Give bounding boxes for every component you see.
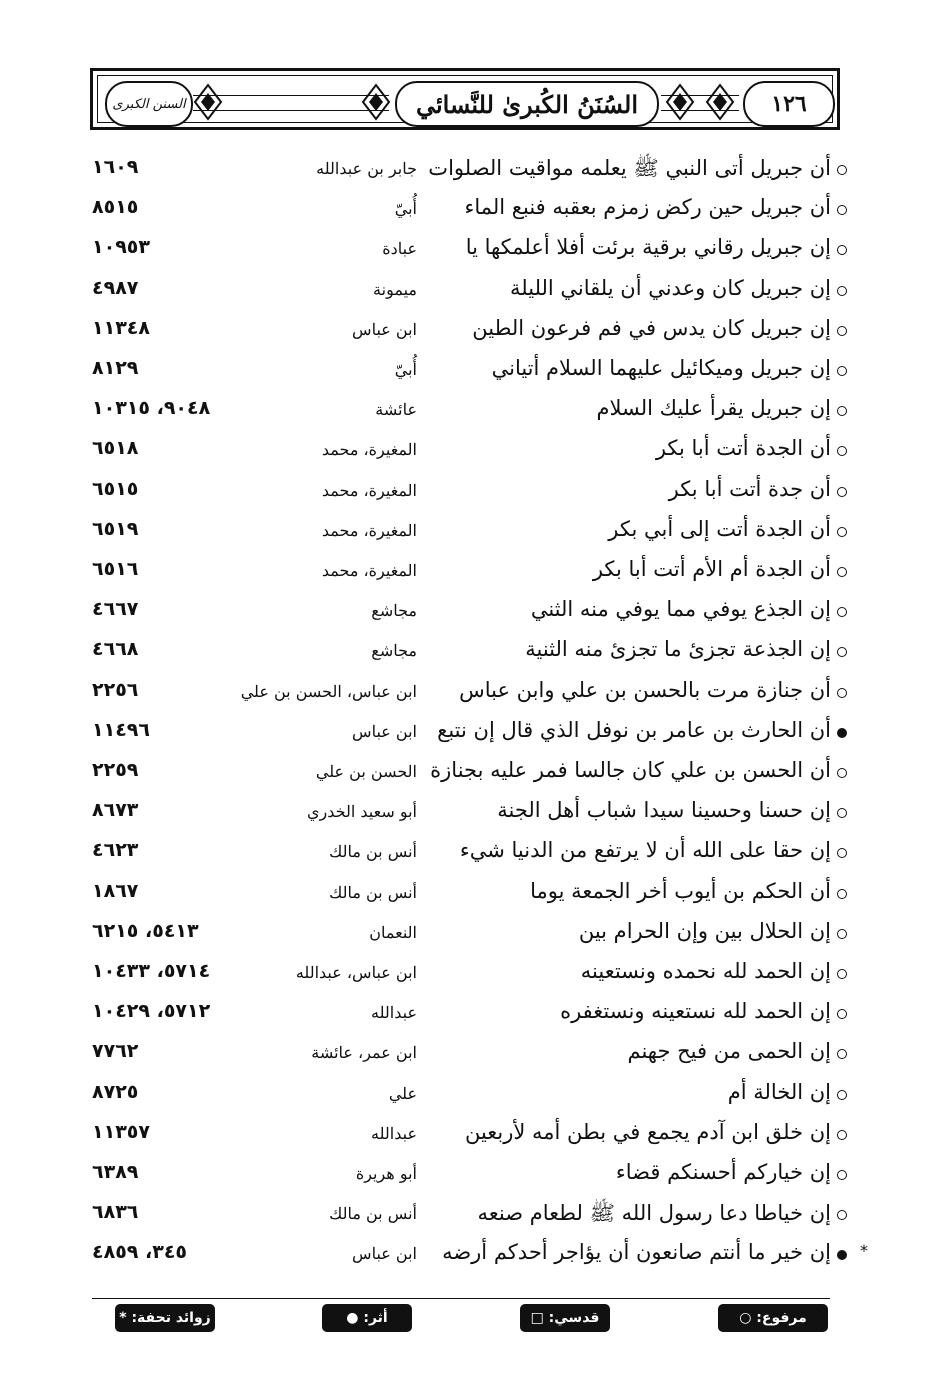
hadith-text: إن الحمد لله نستعينه ونستغفره — [560, 999, 831, 1024]
hadith-numbers: ٦٥١٨ — [92, 437, 139, 460]
list-item — [0, 232, 945, 272]
list-item — [0, 192, 945, 232]
list-item — [0, 916, 945, 956]
narrator-name: ابن عباس — [352, 319, 417, 339]
marfu-marker-icon — [834, 761, 850, 785]
hadith-text: أن جبريل حين ركض زمزم بعقبه فنبع الماء — [464, 195, 831, 220]
narrator-name: أبو سعيد الخدري — [307, 802, 417, 822]
narrator-name: عبدالله — [371, 1003, 417, 1023]
marfu-marker-icon — [834, 198, 850, 222]
list-item — [0, 514, 945, 554]
narrator-name: علي — [388, 1083, 417, 1103]
hadith-numbers: ٥٧١٢، ١٠٤٢٩ — [92, 1000, 211, 1023]
marfu-marker-icon — [834, 922, 850, 946]
ornament-knot-icon — [665, 83, 695, 121]
book-title — [395, 81, 659, 127]
list-item — [0, 393, 945, 433]
marfu-marker-icon — [834, 399, 850, 423]
narrator-name: أُبيّ — [394, 199, 417, 219]
marfu-marker-icon — [834, 319, 850, 343]
hadith-numbers: ٥٤١٣، ٦٢١٥ — [92, 919, 199, 942]
marfu-marker-icon — [834, 439, 850, 463]
athar-marker-icon — [834, 1243, 850, 1267]
page-number-text: ١٢٦ — [771, 91, 807, 117]
hadith-numbers: ٤٩٨٧ — [92, 276, 139, 299]
marfu-marker-icon — [834, 1042, 850, 1066]
hadith-text: إن الخالة أم — [727, 1079, 831, 1104]
hadith-numbers: ٨٦٧٣ — [92, 799, 139, 822]
hadith-text: أن الحارث بن عامر بن نوفل الذي قال إن نتبع — [437, 717, 831, 742]
hadith-numbers: ٦٥١٦ — [92, 558, 139, 580]
narrator-name: ابن عباس — [352, 1244, 417, 1264]
list-item — [0, 353, 945, 393]
marfu-marker-icon — [834, 480, 850, 504]
ornament-knot-icon — [705, 83, 735, 121]
list-item — [0, 1117, 945, 1157]
legend-athar: أثر: ● — [322, 1304, 412, 1332]
hadith-text: أن الحسن بن علي كان جالسا فمر عليه بجنازة — [430, 758, 831, 782]
list-item — [0, 876, 945, 916]
marfu-marker-icon — [834, 520, 850, 544]
book-title-text: السُنَنُ الكُبرىٰ للنَّسائي — [415, 89, 639, 119]
book-medallion — [105, 81, 193, 127]
list-item — [0, 956, 945, 996]
legend-zawaid: زوائد تحفة: * — [115, 1304, 215, 1332]
narrator-name: النعمان — [369, 922, 417, 942]
hadith-numbers: ١١٤٩٦ — [92, 718, 150, 741]
hadith-numbers: ٢٢٥٩ — [92, 759, 139, 781]
hadith-numbers: ٥٧١٤، ١٠٤٣٣ — [92, 960, 211, 982]
hadith-text: إن الحلال بين وإن الحرام بين — [578, 918, 831, 943]
hadith-text: أن الجدة أتت أبا بكر — [655, 436, 831, 461]
narrator-name: عائشة — [375, 400, 417, 420]
list-item — [0, 715, 945, 755]
narrator-name: جابر بن عبدالله — [316, 159, 417, 178]
hadith-numbers: ٦٥١٥ — [92, 477, 139, 500]
hadith-numbers: ١١٣٤٨ — [92, 316, 150, 339]
narrator-name: مجاشع — [371, 641, 417, 661]
marfu-marker-icon — [834, 158, 850, 182]
marfu-marker-icon — [834, 279, 850, 303]
hadith-text: إن جبريل رقاني برقية برئت أفلا أعلمكها يا — [465, 235, 831, 260]
marfu-marker-icon — [834, 359, 850, 383]
marfu-marker-icon — [834, 600, 850, 624]
athar-marker-icon — [834, 721, 850, 745]
list-item — [0, 152, 945, 192]
narrator-name: المغيرة، محمد — [321, 520, 417, 540]
page-header — [90, 68, 840, 130]
narrator-name: ابن عباس — [352, 721, 417, 741]
list-item — [0, 1237, 945, 1277]
hadith-text: إن الجذع يوفي مما يوفي منه الثني — [530, 597, 831, 622]
hadith-numbers: ٢٢٥٦ — [92, 678, 139, 701]
narrator-name: الحسن بن علي — [315, 762, 417, 781]
list-item — [0, 1197, 945, 1237]
narrator-name: المغيرة، محمد — [321, 440, 417, 460]
marfu-marker-icon — [834, 962, 850, 986]
page-number — [743, 81, 835, 127]
hadith-text: أن جنازة مرت بالحسن بن علي وابن عباس — [459, 677, 831, 702]
narrator-name: مجاشع — [371, 601, 417, 621]
narrator-name: أُبيّ — [394, 360, 417, 379]
hadith-text: إن جبريل يقرأ عليك السلام — [596, 396, 831, 421]
hadith-text: إن حقا على الله أن لا يرتفع من الدنيا شيء — [459, 838, 831, 863]
hadith-text: أن الجدة أم الأم أتت أبا بكر — [592, 557, 831, 581]
hadith-numbers: ٦٣٨٩ — [92, 1161, 139, 1183]
marfu-marker-icon — [834, 801, 850, 825]
narrator-name: المغيرة، محمد — [321, 480, 417, 500]
hadith-numbers: ١٨٦٧ — [92, 879, 139, 902]
narrator-name: أنس بن مالك — [329, 842, 417, 862]
hadith-numbers: ٦٨٣٦ — [92, 1201, 139, 1224]
hadith-text: إن الحمى من فيح جهنم — [627, 1039, 831, 1064]
hadith-numbers: ١٦٠٩ — [92, 156, 139, 178]
marfu-marker-icon — [834, 841, 850, 865]
hadith-numbers: ٨٧٢٥ — [92, 1080, 139, 1103]
marfu-marker-icon — [834, 1123, 850, 1147]
hadith-text: إن جبريل كان وعدني أن يلقاني الليلة — [510, 275, 831, 300]
medallion-text: السنن الكبرى — [112, 96, 186, 112]
hadith-text: أن جدة أتت أبا بكر — [668, 476, 831, 501]
marfu-marker-icon — [834, 560, 850, 584]
hadith-numbers: ٣٤٥، ٤٨٥٩ — [92, 1241, 188, 1264]
hadith-numbers: ٦٥١٩ — [92, 517, 139, 540]
list-item — [0, 1036, 945, 1076]
narrator-name: أنس بن مالك — [329, 882, 417, 902]
legend-qudsi: قدسي: □ — [520, 1304, 610, 1332]
hadith-text: إن خياركم أحسنكم قضاء — [615, 1160, 831, 1184]
hadith-numbers: ٤٦٢٣ — [92, 839, 139, 862]
list-item — [0, 996, 945, 1036]
hadith-numbers: ١١٣٥٧ — [92, 1120, 150, 1143]
list-item — [0, 273, 945, 313]
hadith-text: إن حسنا وحسينا سيدا شباب أهل الجنة — [497, 798, 831, 823]
footer-divider — [92, 1298, 830, 1299]
narrator-name: ابن عباس، عبدالله — [295, 963, 417, 982]
narrator-name: المغيرة، محمد — [321, 561, 417, 580]
hadith-text: إن خياطا دعا رسول الله ﷺ لطعام صنعه — [477, 1201, 831, 1226]
marfu-marker-icon — [834, 681, 850, 705]
hadith-text: أن الحكم بن أيوب أخر الجمعة يوما — [530, 878, 831, 903]
narrator-name: عبادة — [382, 239, 417, 259]
hadith-numbers: ٤٦٦٧ — [92, 598, 139, 621]
narrator-name: أنس بن مالك — [329, 1204, 417, 1224]
list-item — [0, 1157, 945, 1197]
list-item — [0, 634, 945, 674]
marfu-marker-icon — [834, 238, 850, 262]
hadith-numbers: ٨٥١٥ — [92, 196, 139, 219]
hadith-numbers: ٩٠٤٨، ١٠٣١٥ — [92, 397, 211, 420]
legend-marfu: مرفوع: ○ — [718, 1304, 828, 1332]
list-item — [0, 433, 945, 473]
list-item — [0, 795, 945, 835]
marfu-marker-icon — [834, 1163, 850, 1187]
zawaid-star-icon: * — [860, 1241, 868, 1261]
hadith-text: إن جبريل كان يدس في فم فرعون الطين — [472, 315, 831, 340]
narrator-name: ابن عباس، الحسن بن علي — [240, 681, 417, 701]
hadith-text: أن جبريل أتى النبي ﷺ يعلمه مواقيت الصلوات — [428, 156, 831, 180]
hadith-text: إن خلق ابن آدم يجمع في بطن أمه لأربعين — [464, 1119, 831, 1144]
ornament-knot-icon — [361, 83, 391, 121]
hadith-text: إن الحمد لله نحمده ونستعينه — [580, 959, 831, 983]
marfu-marker-icon — [834, 1083, 850, 1107]
marfu-marker-icon — [834, 1002, 850, 1026]
marfu-marker-icon — [834, 640, 850, 664]
hadith-text: إن جبريل وميكائيل عليهما السلام أتياني — [491, 356, 831, 380]
list-item — [0, 474, 945, 514]
narrator-name: ميمونة — [373, 279, 417, 299]
hadith-text: إن الجذعة تجزئ ما تجزئ منه الثنية — [525, 637, 831, 662]
list-item — [0, 594, 945, 634]
list-item — [0, 313, 945, 353]
hadith-numbers: ١٠٩٥٣ — [92, 236, 150, 259]
list-item — [0, 1077, 945, 1117]
ornament-knot-icon — [193, 83, 223, 121]
list-item — [0, 554, 945, 594]
hadith-numbers: ٧٧٦٢ — [92, 1040, 139, 1063]
narrator-name: أبو هريرة — [355, 1164, 417, 1183]
hadith-text: إن خير ما أنتم صانعون أن يؤاجر أحدكم أرضه — [442, 1240, 831, 1265]
hadith-numbers: ٨١٢٩ — [92, 357, 139, 379]
list-item — [0, 835, 945, 875]
hadith-text: أن الجدة أتت إلى أبي بكر — [608, 516, 831, 541]
list-item — [0, 675, 945, 715]
list-item — [0, 755, 945, 795]
narrator-name: ابن عمر، عائشة — [311, 1043, 417, 1063]
hadith-numbers: ٤٦٦٨ — [92, 638, 139, 661]
marfu-marker-icon — [834, 882, 850, 906]
marfu-marker-icon — [834, 1203, 850, 1227]
narrator-name: عبدالله — [371, 1123, 417, 1143]
